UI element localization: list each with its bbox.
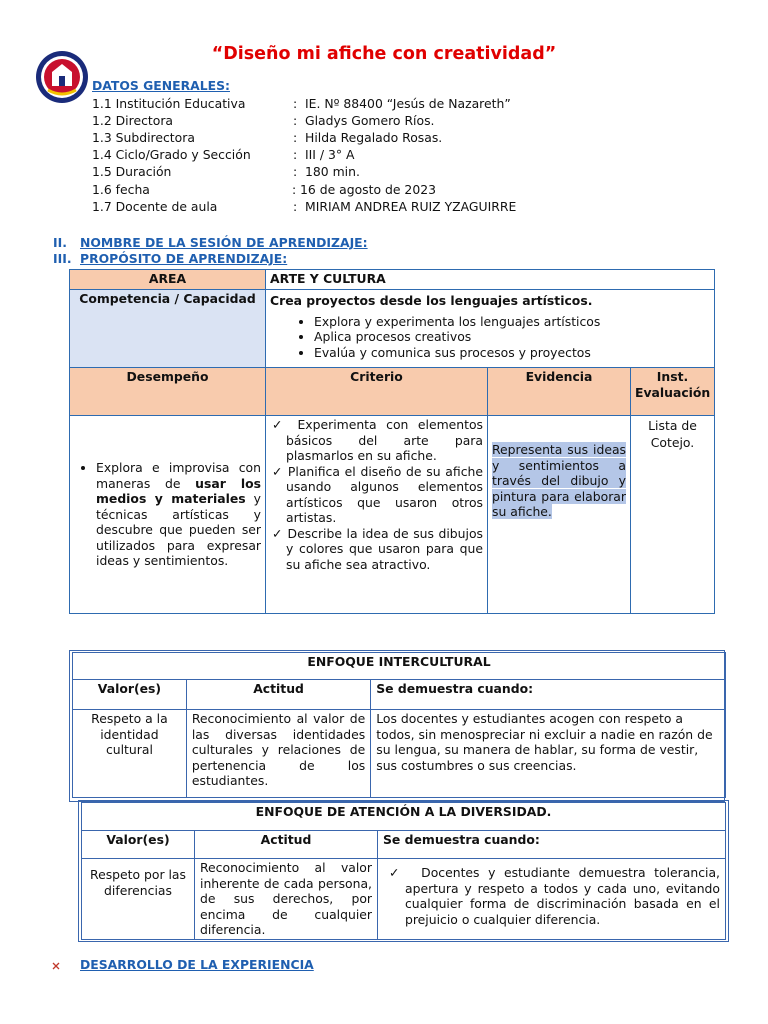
dato-value-docente: MIRIAM ANDREA RUIZ YZAGUIRRE (305, 199, 517, 214)
check-icon: ✓ (272, 463, 288, 479)
dato-label-institucion: 1.1 Institución Educativa (92, 96, 246, 111)
col-demuestra: Se demuestra cuando: (378, 831, 726, 859)
header-desempeno: Desempeño (70, 368, 266, 416)
desempeno-cell (70, 416, 266, 614)
section-number: III. (53, 251, 72, 266)
valor-cell: Respeto por las diferencias (82, 859, 195, 940)
criterio-item: ✓ Experimenta con elementos básicos del arte para plasmarlos en su afiche. (272, 417, 484, 463)
area-label: AREA (70, 270, 266, 290)
dato-label-subdirectora: 1.3 Subdirectora (92, 130, 195, 145)
competencia-cell (266, 290, 715, 368)
col-valor: Valor(es) (73, 680, 187, 710)
dato-value-fecha: 16 de agosto de 2023 (300, 182, 436, 197)
section-proposito: PROPÓSITO DE APRENDIZAJE: (80, 251, 288, 266)
desempeno-item: • Explora e improvisa con maneras de usar los medios y materiales y técnicas artísticas y descubre que pueden ser utilizados para expresar ideas y sentimientos. (96, 460, 261, 569)
dato-label-fecha: 1.6 fecha (92, 182, 150, 197)
demuestra-cell (378, 859, 726, 940)
criterio-cell (266, 416, 488, 614)
col-valor: Valor(es) (82, 831, 195, 859)
section-nombre-sesion: NOMBRE DE LA SESIÓN DE APRENDIZAJE: (80, 235, 368, 250)
dato-value-duracion: 180 min. (305, 164, 360, 179)
competencia-label: Competencia / Capacidad (70, 290, 266, 368)
dato-label-duracion: 1.5 Duración (92, 164, 172, 179)
section-number: II. (53, 235, 67, 250)
instrumento-value: Lista de Cotejo. (631, 416, 715, 614)
criterio-item: ✓ Planifica el diseño de su afiche usando algunos elementos artísticos que usaron otros artistas. (272, 463, 483, 525)
capacidad-item: • Aplica procesos creativos (314, 329, 710, 345)
check-icon: ✓ (272, 417, 298, 432)
competencia-value: Crea proyectos desde los lenguajes artísticos. (270, 293, 593, 308)
page-title: “Diseño mi afiche con creatividad” (211, 44, 557, 64)
dato-label-ciclo: 1.4 Ciclo/Grado y Sección (92, 147, 251, 162)
col-actitud: Actitud (186, 680, 370, 710)
evidencia-cell (488, 416, 631, 614)
dato-value-subdirectora: Hilda Regalado Rosas. (305, 130, 443, 145)
dato-label-directora: 1.2 Directora (92, 113, 174, 128)
actitud-cell: Reconocimiento al valor inherente de cada persona, de sus derechos, por encima de cualquier diferencia. (195, 859, 378, 940)
dato-sep: : (293, 113, 298, 128)
valor-cell: Respeto a la identidad cultural (73, 710, 187, 798)
dato-sep: : (293, 199, 298, 214)
col-actitud: Actitud (195, 831, 378, 859)
check-icon: ✓ (389, 865, 422, 880)
enfoque-diversidad-table (81, 802, 726, 940)
enfoque-title: ENFOQUE INTERCULTURAL (73, 653, 726, 680)
header-instrumento: Inst. Evaluación (631, 368, 715, 416)
dato-value-institucion: IE. Nº 88400 “Jesús de Nazareth” (305, 96, 511, 111)
bullet-icon (52, 962, 60, 970)
criterio-item: ✓ Describe la idea de sus dibujos y colores que usaron para que su afiche sea atractivo. (272, 525, 483, 572)
dato-value-directora: Gladys Gomero Ríos. (305, 113, 435, 128)
check-icon: ✓ (272, 525, 288, 541)
actitud-cell: Reconocimiento al valor de las diversas identidades culturales y relaciones de pertenencia de los estudiantes. (186, 710, 370, 798)
header-criterio: Criterio (266, 368, 488, 416)
area-value: ARTE Y CULTURA (266, 270, 715, 290)
dato-sep: : (293, 130, 298, 145)
demuestra-item: ✓ Docentes y estudiante demuestra tolerancia, apertura y respeto a todos y cada uno, evitando cualquier forma de discriminación basada en el prejuicio o cualquier diferencia. (389, 865, 721, 927)
header-evidencia: Evidencia (488, 368, 631, 416)
dato-sep: : (292, 182, 297, 197)
dato-value-ciclo: III / 3° A (305, 147, 355, 162)
school-logo-icon (34, 50, 90, 104)
dato-sep: : (293, 147, 298, 162)
enfoque-title: ENFOQUE DE ATENCIÓN A LA DIVERSIDAD. (82, 803, 726, 831)
dato-sep: : (293, 96, 298, 111)
section-desarrollo: DESARROLLO DE LA EXPERIENCIA (80, 957, 314, 972)
proposito-table (69, 269, 715, 614)
dato-label-docente: 1.7 Docente de aula (92, 199, 218, 214)
enfoque-intercultural-table (72, 652, 726, 798)
datos-generales-heading: DATOS GENERALES: (92, 78, 230, 93)
capacidad-item: • Explora y experimenta los lenguajes artísticos (314, 314, 710, 330)
evidencia-text: Representa sus ideas y sentimientos a través del dibujo y pintura para elaborar su afiche. (492, 442, 626, 519)
demuestra-cell: Los docentes y estudiantes acogen con respeto a todos, sin menospreciar ni excluir a nadie en razón de su lengua, su manera de hablar, su forma de vestir, sus costumbres o sus creencias. (371, 710, 726, 798)
dato-sep: : (293, 164, 298, 179)
capacidad-item: • Evalúa y comunica sus procesos y proyectos (314, 345, 710, 361)
col-demuestra: Se demuestra cuando: (371, 680, 726, 710)
